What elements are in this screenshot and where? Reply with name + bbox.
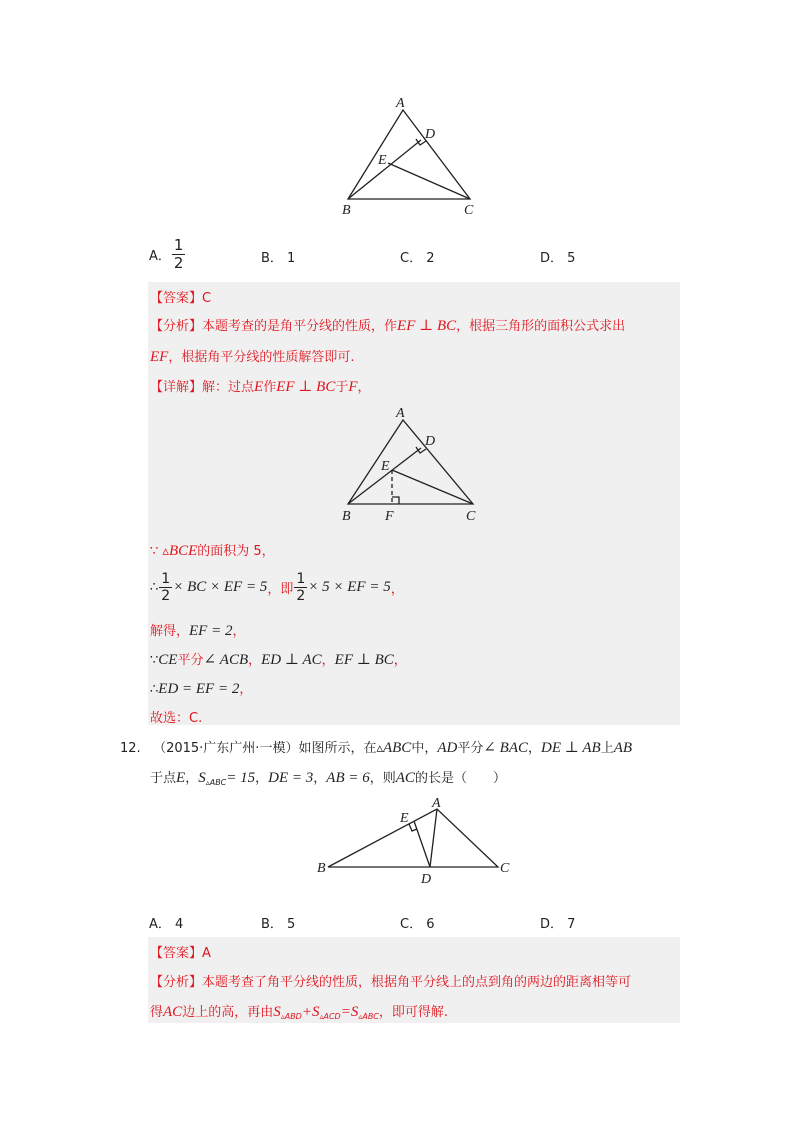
q11-step-4-math-3: ED ⊥ AC [261, 652, 322, 668]
q12-analysis-s1-sub: ▵ABD [280, 1012, 302, 1021]
q11-step-6: 故选：C. [150, 711, 203, 726]
q12-analysis-text-1: 本题考查了角平分线的性质，根据角平分线上的点到角的两边的距离相等可 [202, 975, 632, 990]
fig3-label-a: A [432, 796, 441, 811]
q12-analysis-math: AC [163, 1004, 183, 1020]
fig1-label-a: A [396, 96, 405, 111]
q12-math-6: E [176, 770, 186, 786]
q11-step-2-math-2: × 5 × EF = 5 [308, 579, 391, 595]
q12-analysis-s2: S [311, 1004, 320, 1020]
q11-step-5-therefore: ∴ [150, 682, 159, 697]
q11-detail-math-2: EF ⊥ BC [276, 379, 336, 395]
q11-step-2-math-1: × BC × EF = 5 [173, 579, 268, 595]
q11-step-3 [150, 620, 245, 640]
fig2-label-e: E [381, 459, 390, 474]
fig2-label-d: D [425, 434, 436, 449]
q11-detail-text-b: 作 [263, 380, 277, 395]
fig3-label-c: C [500, 861, 510, 876]
q12-stem-line-2 [150, 767, 506, 787]
q11-option-a-label: A． [149, 249, 171, 264]
q11-step-5-text-b: ， [239, 682, 253, 697]
q11-analysis-text-2: ，根据角平分线的性质解答即可. [168, 350, 355, 365]
q11-step-1 [150, 540, 275, 560]
q11-step-4-text-e: ， [393, 653, 407, 668]
fig3-label-b: B [317, 861, 326, 876]
fig1-label-b: B [342, 203, 351, 218]
fig1-label-d: D [425, 127, 436, 142]
q12-area-symbol: S [198, 770, 206, 786]
q12-analysis-text-2b: 边上的高，再由 [182, 1005, 274, 1020]
fig1-label-e: E [378, 153, 387, 168]
q12-analysis-tag: 【分析】 [150, 975, 203, 990]
q12-source: （2015·广东广州·一模） [153, 741, 299, 756]
q11-option-b: B． 1 [261, 251, 296, 266]
q12-number: 12. [120, 741, 141, 756]
fig1-label-c: C [464, 203, 474, 218]
q11-detail-line [150, 376, 371, 396]
q12-text-1: 如图所示，在▵ [298, 741, 383, 756]
q12-option-a: A． 4 [149, 917, 184, 932]
q12-math-3: ∠ BAC [483, 740, 529, 756]
q11-step-1-math: BCE [168, 543, 198, 559]
q12-math-8: DE = 3 [268, 770, 314, 786]
q11-option-a-den: 2 [173, 254, 184, 272]
q11-analysis-text-1b: ，根据三角形的面积公式求出 [456, 319, 626, 334]
q12-area-subscript: ▵ABC [205, 778, 227, 787]
triangle-figure-3 [310, 792, 520, 888]
q11-step-3-math: EF = 2 [189, 623, 233, 639]
q11-analysis-line-1 [150, 315, 625, 335]
q12-math-10: AC [395, 770, 415, 786]
q11-option-d: D． 5 [540, 251, 576, 266]
q11-step-2-therefore: ∴ [150, 580, 159, 595]
triangle-figure-2 [330, 402, 490, 526]
q12-option-c: C． 6 [400, 917, 435, 932]
fig2-label-f: F [385, 509, 394, 524]
q11-step-2-frac2-num: 1 [296, 571, 306, 587]
q12-text-9: ， [313, 771, 327, 786]
q12-option-b: B． 5 [261, 917, 296, 932]
q11-step-2-fraction-2 [294, 572, 307, 603]
q11-detail-math-3: F [348, 379, 358, 395]
fig2-label-b: B [342, 509, 351, 524]
q12-analysis-text-2a: 得 [150, 1005, 164, 1020]
q12-analysis-s1: S [273, 1004, 281, 1020]
q11-option-a-fraction [172, 238, 186, 271]
q11-step-2-frac2-den: 2 [296, 588, 306, 604]
q12-math-9: AB = 6 [326, 770, 370, 786]
q11-option-c: C． 2 [400, 251, 435, 266]
q12-answer: 【答案】A [150, 946, 211, 961]
q12-text-2: 中， [411, 741, 438, 756]
q11-detail-text-c: 于 [335, 380, 349, 395]
q12-math-7: = 15 [226, 770, 256, 786]
q11-analysis-line-2 [150, 346, 354, 366]
q11-step-4-math-4: EF ⊥ BC [334, 652, 394, 668]
q12-text-7: ， [185, 771, 199, 786]
q12-math-4: DE ⊥ AB [541, 740, 601, 756]
q12-analysis-plus: + [301, 1004, 312, 1020]
fig3-label-e: E [400, 811, 409, 826]
triangle-figure-1 [330, 92, 490, 220]
q11-analysis-tag: 【分析】 [150, 319, 203, 334]
q11-analysis-math-1: EF ⊥ BC [397, 318, 457, 334]
q12-text-6: 于点 [150, 771, 177, 786]
q12-text-10: ，则 [369, 771, 396, 786]
q11-step-2 [150, 572, 404, 603]
q11-step-4-math-1: CE [158, 652, 178, 668]
q11-analysis-math-2: EF [150, 349, 169, 365]
q12-analysis-line-1 [150, 971, 631, 990]
fig3-label-d: D [421, 872, 432, 887]
q12-analysis-s2-sub: ▵ACD [319, 1012, 341, 1021]
q11-step-4-because: ∵ [150, 653, 159, 668]
q11-step-4-text-b: 平分 [177, 653, 204, 668]
q12-math-5: AB [613, 740, 633, 756]
q11-step-1-text-b: 的面积为 5， [197, 544, 275, 559]
q12-option-d: D． 7 [540, 917, 576, 932]
q11-step-4-text-d: ， [321, 653, 335, 668]
q11-step-5-math: ED = EF = 2 [158, 681, 240, 697]
q11-step-1-text-a: ∵ ▵ [150, 544, 169, 559]
fig2-label-c: C [466, 509, 476, 524]
q11-answer: 【答案】C [150, 291, 212, 306]
q12-text-5: 上 [600, 741, 614, 756]
q12-analysis-text-2c: ，即可得解. [378, 1005, 449, 1020]
q11-step-5 [150, 678, 252, 698]
q12-math-2: AD [437, 740, 458, 756]
q12-math-1: ABC [382, 740, 412, 756]
q11-step-2-fraction-1 [159, 572, 172, 603]
q11-step-4 [150, 649, 407, 669]
q12-text-11: 的长是（ ） [414, 771, 506, 786]
q11-step-4-math-2: ∠ ACB [203, 652, 249, 668]
q12-analysis-s3-sub: ▵ABC [358, 1012, 379, 1021]
q11-detail-text-a: 解：过点 [202, 380, 255, 395]
q11-detail-math-1: E [254, 379, 264, 395]
q11-option-a-num: 1 [173, 236, 184, 254]
q12-analysis-line-2 [150, 1001, 448, 1021]
q11-analysis-text-1a: 本题考查的是角平分线的性质，作 [202, 319, 398, 334]
q12-analysis-eq: = [340, 1004, 351, 1020]
q11-option-a [149, 238, 186, 271]
q12-text-3: 平分 [457, 741, 484, 756]
q12-text-8: ， [255, 771, 269, 786]
q12-analysis-s3: S [350, 1004, 359, 1020]
q11-step-3-text-b: ， [232, 624, 246, 639]
q11-detail-text-d: ， [357, 380, 371, 395]
q11-step-2-frac1-num: 1 [161, 571, 171, 587]
q11-step-2-text-b: ，即 [267, 582, 294, 597]
q11-step-2-frac1-den: 2 [161, 588, 171, 604]
q12-text-4: ， [528, 741, 542, 756]
fig2-label-a: A [396, 406, 405, 421]
q11-step-3-text-a: 解得， [150, 624, 190, 639]
q11-detail-tag: 【详解】 [150, 380, 203, 395]
q11-step-4-text-c: ， [248, 653, 262, 668]
q11-step-2-text-c: ， [390, 582, 404, 597]
q12-stem-line-1 [120, 737, 632, 757]
